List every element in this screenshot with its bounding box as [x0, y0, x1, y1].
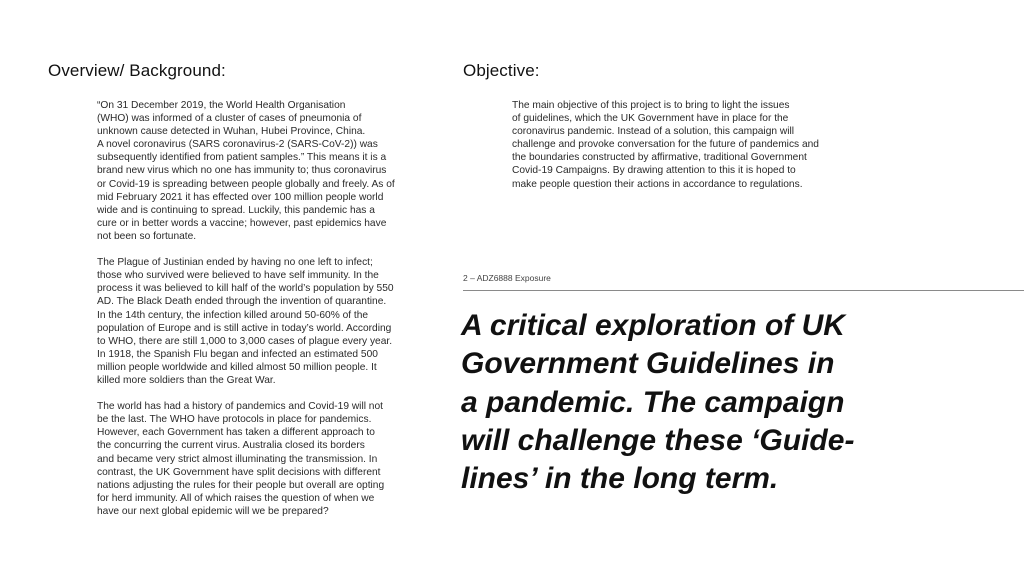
objective-heading: Objective: — [463, 61, 540, 80]
overview-line: for herd immunity. All of which raises the question of when we — [97, 492, 375, 504]
objective-line: coronavirus pandemic. Instead of a solution, this campaign will — [512, 126, 795, 138]
overview-line: In 1918, the Spanish Flu began and infected an estimated 500 — [97, 348, 378, 360]
statement-line: A critical exploration of UK — [461, 309, 845, 342]
objective-line: of guidelines, which the UK Government have in place for the — [512, 113, 789, 125]
overview-line: The world has had a history of pandemics and Covid-19 will not — [97, 401, 383, 413]
overview-line: contrast, the UK Government have split decisions with different — [97, 466, 381, 478]
overview-paragraph — [97, 256, 427, 387]
objective-line: Covid-19 Campaigns. By drawing attention to this it is hoped to — [512, 165, 796, 177]
overview-line: unknown cause detected in Wuhan, Hubei Province, China. — [97, 126, 366, 138]
overview-line: to WHO, there are still 1,000 to 3,000 cases of plague every year. — [97, 335, 393, 347]
overview-line: cure or in better words a vaccine; however, past epidemics have — [97, 217, 387, 229]
overview-line: not been so fortunate. — [97, 230, 197, 242]
overview-line: million people worldwide and killed almost 50 million people. It — [97, 361, 377, 373]
overview-heading: Overview/ Background: — [48, 61, 226, 80]
divider-line — [463, 290, 1024, 291]
overview-line: “On 31 December 2019, the World Health Organisation — [97, 100, 346, 111]
statement-line: Government Guidelines in — [461, 347, 835, 381]
statement-line: a pandemic. The campaign — [461, 385, 845, 419]
overview-line: or Covid-19 is spreading between people globally and freely. As of — [97, 178, 395, 190]
overview-line: However, each Government has taken a different approach to — [97, 427, 375, 439]
page-footer-label: 2 – ADZ6888 Exposure — [463, 273, 551, 283]
overview-paragraph — [97, 99, 427, 243]
campaign-statement — [461, 307, 854, 498]
overview-line: have our next global epidemic will we be prepared? — [97, 505, 329, 517]
overview-line: those who survived were believed to have self immunity. In the — [97, 270, 379, 282]
overview-line: AD. The Black Death ended through the invention of quarantine. — [97, 296, 387, 308]
overview-paragraph — [97, 400, 427, 518]
overview-line: nations adjusting the rules for their people but overall are opting — [97, 479, 385, 491]
overview-line: population of Europe and is still active in today’s world. According — [97, 322, 392, 334]
overview-line: brand new virus which no one has immunity to; thus coronavirus — [97, 165, 387, 177]
overview-line: subsequently identified from patient samples.” This means it is a — [97, 152, 387, 164]
overview-line: wide and is continuing to spread. Luckily, this pandemic has a — [97, 204, 375, 216]
overview-line: mid February 2021 it has effected over 100 million people world — [97, 191, 384, 203]
objective-line: the boundaries constructed by affirmative, traditional Government — [512, 152, 807, 164]
objective-line: challenge and provoke conversation for the future of pandemics and — [512, 139, 819, 151]
overview-line: process it was believed to kill half of the world’s population by 550 — [97, 283, 394, 295]
overview-body — [97, 99, 427, 518]
overview-line: In the 14th century, the infection killed around 50-60% of the — [97, 309, 369, 321]
overview-line: A novel coronavirus (SARS coronavirus-2 (SARS-CoV-2)) was — [97, 139, 378, 151]
overview-line: The Plague of Justinian ended by having no one left to infect; — [97, 257, 373, 269]
statement-line: will challenge these ‘Guide- — [461, 423, 855, 457]
objective-line: make people question their actions in accordance to regulations. — [512, 178, 803, 190]
statement-line: lines’ in the long term. — [461, 462, 779, 496]
overview-line: be the last. The WHO have protocols in place for pandemics. — [97, 414, 372, 426]
overview-line: the concurring the current virus. Australia closed its borders — [97, 440, 365, 452]
objective-body — [512, 99, 852, 191]
overview-line: and became very strict almost illuminating the transmission. In — [97, 453, 378, 465]
overview-line: killed more soldiers than the Great War. — [97, 374, 276, 386]
overview-line: (WHO) was informed of a cluster of cases of pneumonia of — [97, 113, 362, 125]
objective-line: The main objective of this project is to bring to light the issues — [512, 100, 790, 111]
